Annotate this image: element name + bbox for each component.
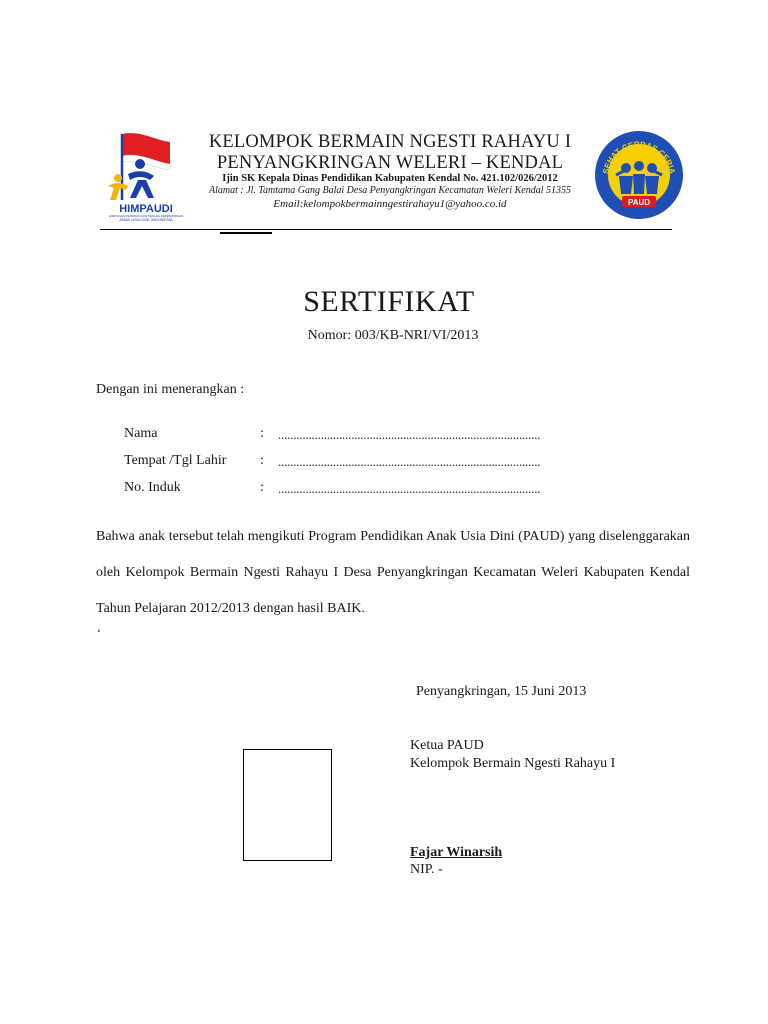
address-line: Alamat : Jl. Tamtama Gang Balai Desa Penyangkringan Kecamatan Weleri Kendal 51355 [208,185,571,196]
certificate-title: SERTIFIKAT [303,285,475,318]
certificate-statement: Bahwa anak tersebut telah mengikuti Program Pendidikan Anak Usia Dini (PAUD) yang diselenggarakan oleh Kelompok Bermain Ngesti Rahayu I Desa Penyangkringan Kecamatan Weleri Kabupaten Kendal Tahun Pelajaran 2012/2013 dengan hasil BAIK. [96,529,690,616]
signer-nip: NIP. - [410,862,443,877]
field-colon: : [260,453,264,468]
svg-text:HIMPUNAN PENDIDIK DAN TENAGA K: HIMPUNAN PENDIDIK DAN TENAGA KEPENDIDIKAN [108,214,184,218]
paud-badge-text: PAUD [627,198,651,207]
stray-mark: ‘ [97,626,101,640]
org-name-line2: PENYANGKRINGAN WELERI – KENDAL [216,153,564,173]
paud-logo-icon [592,128,686,222]
field-label-no-induk: No. Induk [124,480,181,495]
certificate-number: Nomor: 003/KB-NRI/VI/2013 [307,328,479,343]
field-dots-tempat-tgl-lahir: ...................................................................................... [278,454,541,469]
intro-text: Dengan ini menerangkan : [96,382,245,397]
signer-role: Ketua PAUD [410,738,484,753]
photo-box [243,749,332,861]
letterhead-rule [100,229,672,230]
letterhead-rule-accent [220,232,272,234]
paud-arc-text: SEHAT CERDAS CERIA [601,139,677,175]
field-label-tempat-tgl-lahir: Tempat /Tgl Lahir [124,453,227,468]
place-date: Penyangkringan, 15 Juni 2013 [416,684,587,699]
field-dots-no-induk: ...................................................................................... [278,481,541,496]
field-colon: : [260,480,264,495]
himpaudi-text: HIMPAUDI [119,203,173,215]
org-name-line1: KELOMPOK BERMAIN NGESTI RAHAYU I [208,132,572,152]
field-dots-nama: ...................................................................................... [278,427,541,442]
field-label-nama: Nama [124,426,158,441]
field-colon: : [260,426,264,441]
email-line: Email:kelompokbermainngestirahayu1@yahoo.co.id [273,198,507,210]
svg-text:ANAK USIA DINI INDONESIA: ANAK USIA DINI INDONESIA [119,217,173,222]
signer-organization: Kelompok Bermain Ngesti Rahayu I [410,756,616,771]
permit-line: Ijin SK Kepala Dinas Pendidikan Kabupaten Kendal No. 421.102/026/2012 [222,173,558,184]
signer-name: Fajar Winarsih [410,845,503,860]
himpaudi-logo-icon [100,130,192,222]
